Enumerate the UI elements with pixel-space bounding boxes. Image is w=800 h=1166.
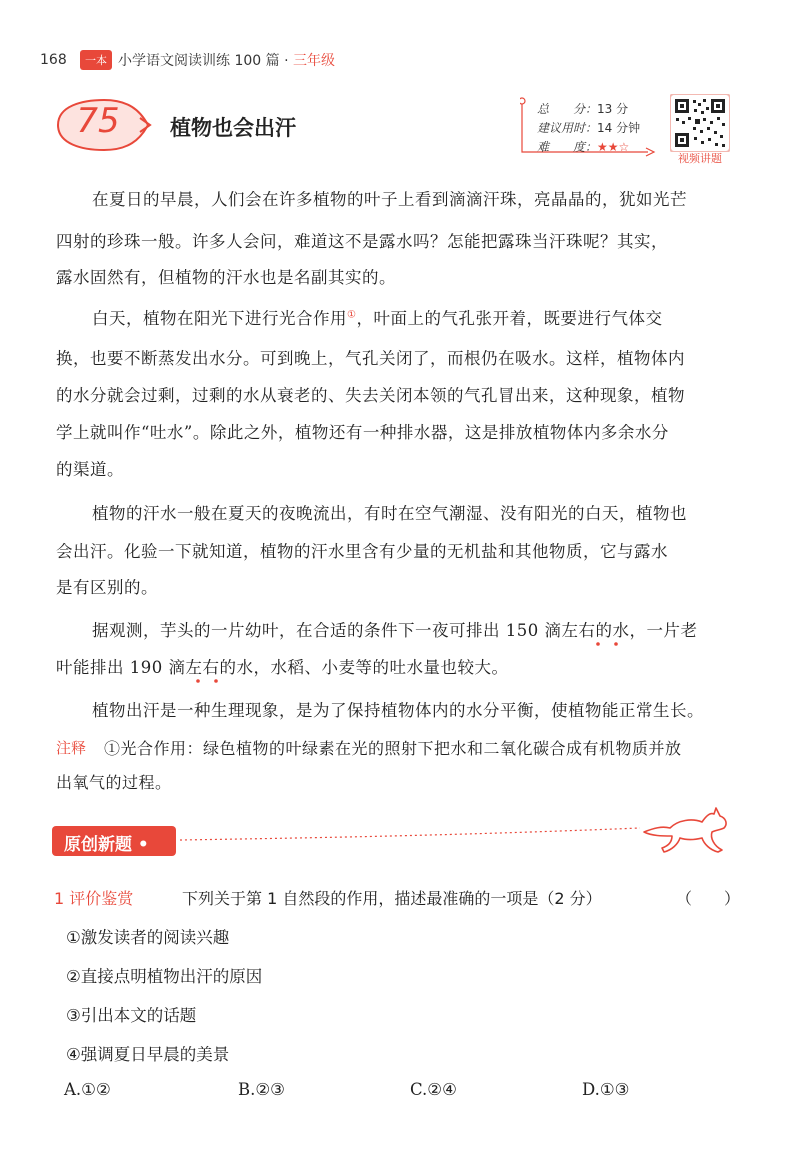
lesson-title: 植物也会出汗 xyxy=(170,116,296,140)
question-label: 1 评价鉴赏 xyxy=(54,889,134,908)
choice-c[interactable]: C.②④ xyxy=(410,1080,457,1099)
p2-line2: 换，也要不断蒸发出水分。可到晚上，气孔关闭了，而根仍在吸水。这样，植物体内 xyxy=(56,349,685,368)
qr-code-icon[interactable] xyxy=(670,94,730,152)
answer-blank[interactable]: （ ） xyxy=(676,889,741,908)
info-difficulty xyxy=(537,138,629,155)
section-bullet: • xyxy=(137,835,149,855)
lesson-number: 75 xyxy=(76,101,120,141)
p1-line2: 四射的珍珠一般。许多人会问，难道这不是露水吗？怎能把露珠当汗珠呢？其实， xyxy=(56,232,668,251)
series-separator: · xyxy=(284,53,289,69)
section-title xyxy=(64,830,149,855)
info-time xyxy=(537,119,640,136)
note-label: 注释 xyxy=(56,739,87,757)
total-value: 13 分 xyxy=(597,102,629,116)
p3-line3: 是有区别的。 xyxy=(56,578,158,597)
note-line2: 出氧气的过程。 xyxy=(56,773,172,792)
page-number: 168 xyxy=(40,52,67,68)
section-title-text: 原创新题 xyxy=(64,835,132,855)
question-text: 下列关于第 1 自然段的作用，描述最准确的一项是（2 分） xyxy=(182,889,602,908)
note-line1: ①光合作用：绿色植物的叶绿素在光的照射下把水和二氧化碳合成有机物质并放 xyxy=(104,739,682,758)
footnote-marker: ① xyxy=(347,309,357,321)
time-label: 建议用时： xyxy=(537,121,598,135)
total-label: 总 分： xyxy=(537,102,598,116)
p2-line1-b: ，叶面上的气孔张开着，既要进行气体交 xyxy=(356,309,663,328)
p2-line3: 的水分就会过剩，过剩的水从衰老的、失去关闭本领的气孔冒出来，这种现象，植物 xyxy=(56,386,685,405)
p2-line4: 学上就叫作“吐水”。除此之外，植物还有一种排水器，这是排放植物体内多余水分 xyxy=(56,423,669,442)
series-mark: 一本 xyxy=(80,50,112,70)
statement-1: ①激发读者的阅读兴趣 xyxy=(66,928,230,947)
p2-line1-a: 白天，植物在阳光下进行光合作用 xyxy=(92,309,347,328)
series-title xyxy=(118,50,335,70)
p4-line2: 叶能排出 190 滴左右的水，水稻、小麦等的吐水量也较大。 xyxy=(56,658,509,677)
choice-d[interactable]: D.①③ xyxy=(582,1080,630,1099)
info-total xyxy=(537,100,628,117)
grade-label: 三年级 xyxy=(292,53,335,69)
difficulty-label: 难 度： xyxy=(537,140,598,154)
p1-line1: 在夏日的早晨，人们会在许多植物的叶子上看到滴滴汗珠，亮晶晶的，犹如光芒 xyxy=(92,190,687,209)
p3-line1: 植物的汗水一般在夏天的夜晚流出，有时在空气潮湿、没有阳光的白天，植物也 xyxy=(92,504,687,523)
statement-4: ④强调夏日早晨的美景 xyxy=(66,1045,230,1064)
time-value: 14 分钟 xyxy=(597,121,641,135)
dotted-divider xyxy=(180,816,660,856)
emphasis-dots-1 xyxy=(590,640,630,648)
choice-a[interactable]: A.①② xyxy=(64,1080,111,1099)
difficulty-stars: ★★☆ xyxy=(597,140,630,154)
p5-line1: 植物出汗是一种生理现象，是为了保持植物体内的水分平衡，使植物能正常生长。 xyxy=(92,701,704,720)
p2-line1 xyxy=(92,305,662,329)
p3-line2: 会出汗。化验一下就知道，植物的汗水里含有少量的无机盐和其他物质，它与露水 xyxy=(56,542,668,561)
choice-b[interactable]: B.②③ xyxy=(238,1080,285,1099)
series-name: 小学语文阅读训练 100 篇 xyxy=(118,53,280,69)
cat-icon xyxy=(640,806,730,858)
p4-line1: 据观测，芋头的一片幼叶，在合适的条件下一夜可排出 150 滴左右的水，一片老 xyxy=(92,621,698,640)
statement-2: ②直接点明植物出汗的原因 xyxy=(66,967,263,986)
video-label[interactable]: 视频讲题 xyxy=(678,152,722,165)
p1-line3: 露水固然有，但植物的汗水也是名副其实的。 xyxy=(56,268,396,287)
p2-line5: 的渠道。 xyxy=(56,460,124,479)
emphasis-dots-2 xyxy=(190,677,230,685)
statement-3: ③引出本文的话题 xyxy=(66,1006,197,1025)
